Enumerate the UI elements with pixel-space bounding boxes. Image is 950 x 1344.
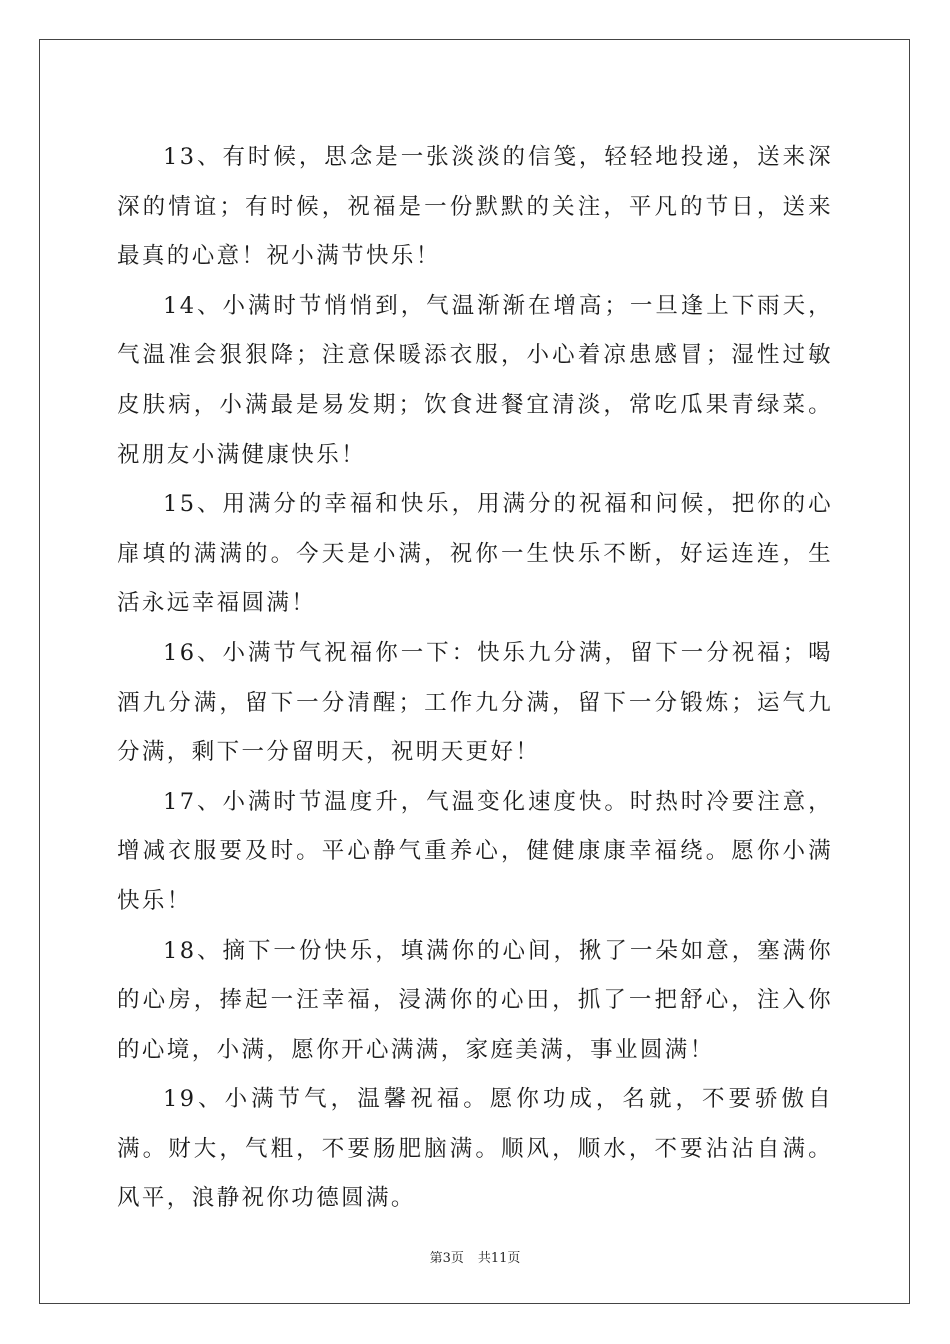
paragraph-15: 15、用满分的幸福和快乐，用满分的祝福和问候，把你的心扉填的满满的。今天是小满，祝你一生快乐不断，好运连连，生活永远幸福圆满！ xyxy=(117,491,833,617)
paragraph-16: 16、小满节气祝福你一下：快乐九分满，留下一分祝福；喝酒九分满，留下一分清醒；工作九分满，留下一分锻炼；运气九分满，剩下一分留明天，祝明天更好！ xyxy=(117,639,833,766)
paragraph-13: 13、有时候，思念是一张淡淡的信笺，轻轻地投递，送来深深的情谊；有时候，祝福是一份默默的关注，平凡的节日，送来最真的心意！祝小满节快乐！ xyxy=(117,144,833,270)
paragraph-19: 19、小满节气，温馨祝福。愿你功成，名就，不要骄傲自满。财大，气粗，不要肠肥脑满。顺风，顺水，不要沾沾自满。风平，浪静祝你功德圆满。 xyxy=(117,1086,833,1212)
page-total: 共11页 xyxy=(477,1251,521,1266)
document-body xyxy=(117,133,833,1224)
paragraph-14: 14、小满时节悄悄到，气温渐渐在增高；一旦逢上下雨天，气温准会狠狠降；注意保暖添衣服，小心着凉患感冒；湿性过敏皮肤病，小满最是易发期；饮食进餐宜清淡，常吃瓜果青绿菜。祝朋友小满健康快乐！ xyxy=(117,292,833,468)
paragraph-17: 17、小满时节温度升，气温变化速度快。时热时冷要注意，增减衣服要及时。平心静气重养心，健健康康幸福绕。愿你小满快乐！ xyxy=(117,788,833,914)
page-number: 第3页 xyxy=(429,1251,464,1266)
paragraph-18: 18、摘下一份快乐，填满你的心间，揪了一朵如意，塞满你的心房，捧起一汪幸福，浸满你的心田，抓了一把舒心，注入你的心境，小满，愿你开心满满，家庭美满，事业圆满！ xyxy=(117,937,833,1063)
page-footer xyxy=(0,1247,950,1266)
